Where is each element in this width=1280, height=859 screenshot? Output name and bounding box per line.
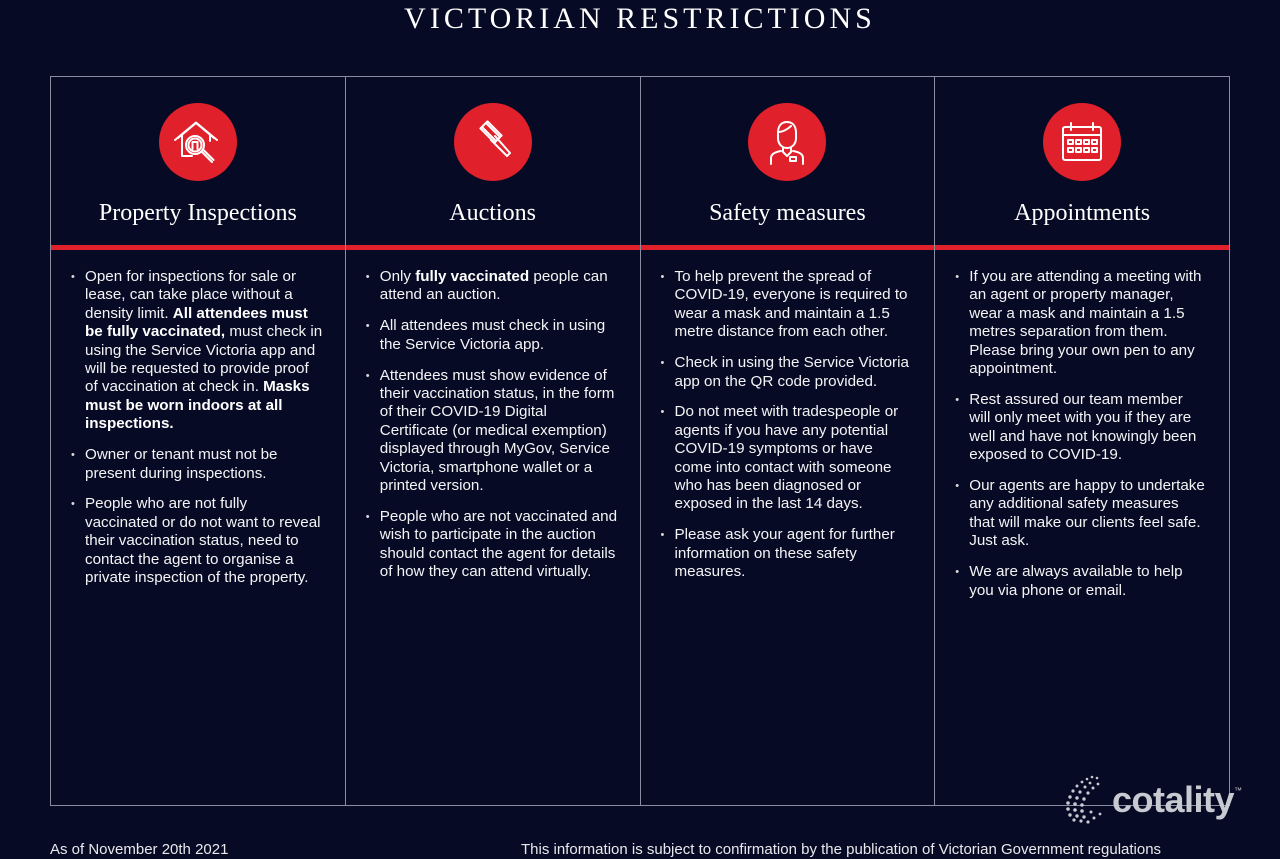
column-title: Property Inspections — [98, 200, 297, 226]
bullet-item — [370, 508, 618, 582]
cotality-logo — [1062, 772, 1242, 828]
logo-wordmark: cotality — [1112, 779, 1235, 820]
column-body — [51, 250, 345, 588]
text-segment: If you are attending a meeting with an agent or property manager, wear a mask and maintain a 1.5 metres separation from them. Please bring your own pen to any appointment. — [969, 268, 1202, 378]
text-segment: must check in using the Service Victoria app and will be requested to provide proof of vaccination at check in. — [85, 323, 323, 396]
bullet-item — [370, 268, 618, 305]
bullet-list — [665, 268, 913, 582]
text-segment: We are always available to help you via phone or email. — [969, 563, 1183, 599]
column-safety-measures — [641, 77, 936, 805]
bullet-item — [959, 268, 1207, 378]
calendar-icon — [1043, 103, 1121, 181]
bullet-item — [75, 446, 323, 483]
column-auctions — [346, 77, 641, 805]
bullet-item — [959, 563, 1207, 600]
text-segment: Our agents are happy to undertake any additional safety measures that will make our clients feel safe. Just ask. — [969, 477, 1205, 550]
text-segment: To help prevent the spread of COVID-19, everyone is required to wear a mask and maintain a 1.5 metre distance from each other. — [674, 268, 908, 341]
text-segment: Owner or tenant must not be present during inspections. — [85, 446, 278, 482]
column-property-inspections — [51, 77, 346, 805]
column-header — [641, 77, 935, 250]
gavel-icon — [454, 103, 532, 181]
column-body — [935, 250, 1229, 600]
text-segment: All attendees must check in using the Service Victoria app. — [379, 317, 606, 353]
bullet-list — [370, 268, 618, 582]
text-segment: Open for inspections for sale or lease, can take place without a density limit. — [85, 268, 297, 322]
bold-text: fully vaccinated — [415, 268, 530, 285]
bullet-item — [75, 495, 323, 587]
bullet-item — [75, 268, 323, 434]
text-segment: Only — [379, 268, 416, 285]
bullet-item — [370, 317, 618, 354]
globe-dots-icon — [1062, 772, 1110, 828]
page-title: VICTORIAN RESTRICTIONS — [404, 2, 876, 35]
column-header — [51, 77, 345, 250]
bullet-list — [75, 268, 323, 588]
text-segment: people can attend an auction. — [379, 268, 608, 304]
column-body — [346, 250, 640, 582]
logo-trademark: ™ — [1234, 786, 1243, 795]
footer-disclaimer: This information is subject to confirmation by the publication of Victorian Government regulations — [521, 841, 1162, 858]
text-segment: People who are not fully vaccinated or do not want to reveal their vaccination status, need to contact the agent to organise a private inspection of the property. — [85, 495, 321, 587]
column-title: Appointments — [1014, 200, 1151, 226]
house-search-icon — [159, 103, 237, 181]
restrictions-grid — [50, 76, 1230, 806]
bold-text: Masks must be worn indoors at all inspections. — [85, 378, 310, 433]
text-segment: Attendees must show evidence of their vaccination status, in the form of their COVID-19 Digital Certificate (or medical exemption) displayed through MyGov, Service Victoria, smartphone wallet or a printed version. — [379, 366, 615, 495]
bullet-item — [665, 403, 913, 513]
text-segment: Do not meet with tradespeople or agents if you have any potential COVID-19 symptoms or have come into contact with someone who has been diagnosed or exposed in the last 14 days. — [674, 403, 899, 513]
person-icon — [748, 103, 826, 181]
bold-text: All attendees must be fully vaccinated, — [85, 304, 308, 341]
bullet-list — [959, 268, 1207, 600]
column-appointments — [935, 77, 1229, 805]
bullet-item — [959, 391, 1207, 465]
text-segment: Rest assured our team member will only meet with you if they are well and have not knowingly been exposed to COVID-19. — [969, 390, 1197, 464]
bullet-item — [665, 268, 913, 342]
text-segment: Check in using the Service Victoria app on the QR code provided. — [674, 354, 909, 390]
bullet-item — [665, 354, 913, 391]
column-header — [346, 77, 640, 250]
text-segment: People who are not vaccinated and wish to participate in the auction should contact the agent for details of how they can attend virtually. — [379, 507, 618, 581]
bullet-item — [665, 526, 913, 581]
column-title: Safety measures — [709, 200, 866, 226]
bullet-item — [959, 477, 1207, 551]
column-body — [641, 250, 935, 582]
column-header — [935, 77, 1229, 250]
bullet-item — [370, 367, 618, 496]
footer-date: As of November 20th 2021 — [50, 841, 229, 858]
text-segment: Please ask your agent for further information on these safety measures. — [674, 526, 895, 581]
column-title: Auctions — [449, 200, 536, 226]
